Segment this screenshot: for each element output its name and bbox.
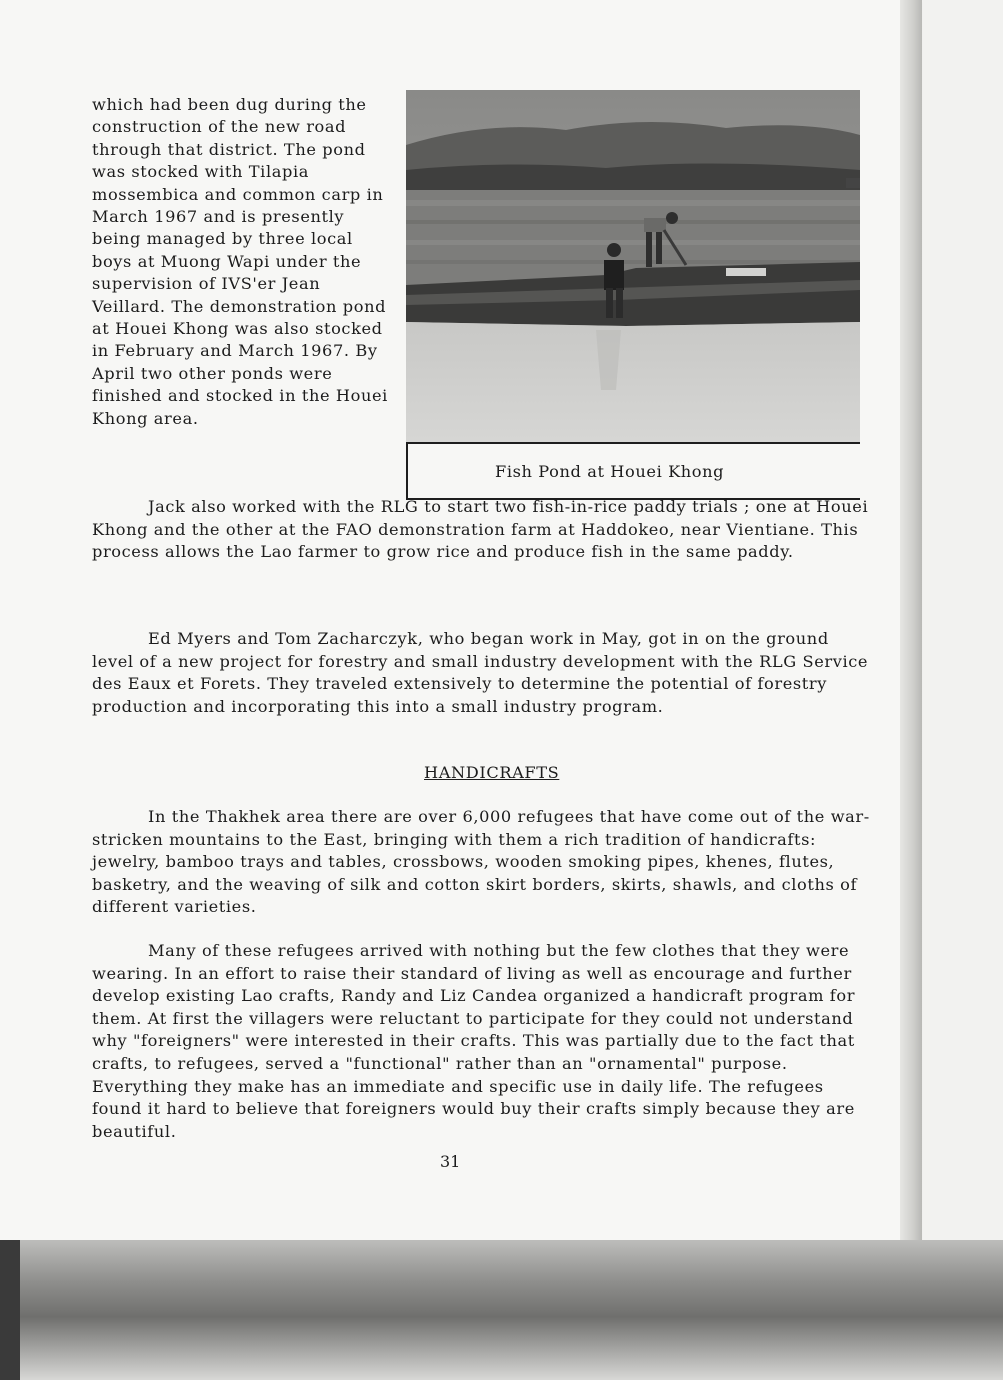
thakhek-paragraph: In the Thakhek area there are over 6,000 refugees that have come out of the war-stricken mountains to the East, bringing with them a rich tradition of handicrafts: jewelry, bamboo trays and tables, crossbows, wooden smoking pipes, khenes, flutes, basketry, and the weaving of silk and cotton skirt borders, skirts, shawls, and cloths of different varieties. <box>92 807 870 917</box>
pond-paragraph: which had been dug during the construction of the new road through that district. The pond was stocked with Tilapia mossembica and common carp in March 1967 and is presently being managed by three local boys at Muong Wapi under the supervision of IVS'er Jean Veillard. The demonstration pond at Houei Khong was also stocked in February and March 1967. By April two other ponds were finished and stocked in the Houei Khong area. <box>92 95 388 428</box>
thakhek-paragraph-block <box>92 806 872 919</box>
refugees-paragraph: Many of these refugees arrived with nothing but the few clothes that they were wearing. In an effort to raise their standard of living as well as encourage and further develop existing Lao crafts, Randy and Liz Candea organized a handicraft program for them. At first the villagers were reluctant to participate for they could not understand why "foreigners" were interested in their crafts. This was partially due to the fact that crafts, to refugees, served a "functional" rather than an "ornamental" purpose. Everything they make has an immediate and specific use in daily life. The refugees found it hard to believe that foreigners would buy their crafts simply because they are beautiful. <box>92 941 856 1141</box>
page-number: 31 <box>440 1152 461 1171</box>
fish-pond-image <box>406 90 860 442</box>
handicrafts-heading: HANDICRAFTS <box>424 763 560 782</box>
page-edge <box>900 0 922 1250</box>
forestry-paragraph: Ed Myers and Tom Zacharczyk, who began work in May, got in on the ground level of a new project for forestry and small industry development with the RLG Service des Eaux et Forets. They traveled extensively to determine the potential of forestry production and incorporating this into a small industry program. <box>92 629 869 716</box>
fish-pond-photo <box>406 90 860 442</box>
forestry-paragraph-block <box>92 628 872 718</box>
caption-box <box>406 442 860 500</box>
binding-shadow <box>0 1240 1003 1380</box>
left-column-text <box>92 94 392 430</box>
jack-paragraph: Jack also worked with the RLG to start two fish-in-rice paddy trials ; one at Houei Khong and the other at the FAO demonstration farm at Haddokeo, near Vientiane. This process allows the Lao farmer to grow rice and produce fish in the same paddy. <box>92 497 869 562</box>
refugees-paragraph-block <box>92 940 872 1143</box>
jack-paragraph-block <box>92 496 872 564</box>
photo-figure <box>406 90 860 502</box>
photo-caption: Fish Pond at Houei Khong <box>495 462 725 481</box>
